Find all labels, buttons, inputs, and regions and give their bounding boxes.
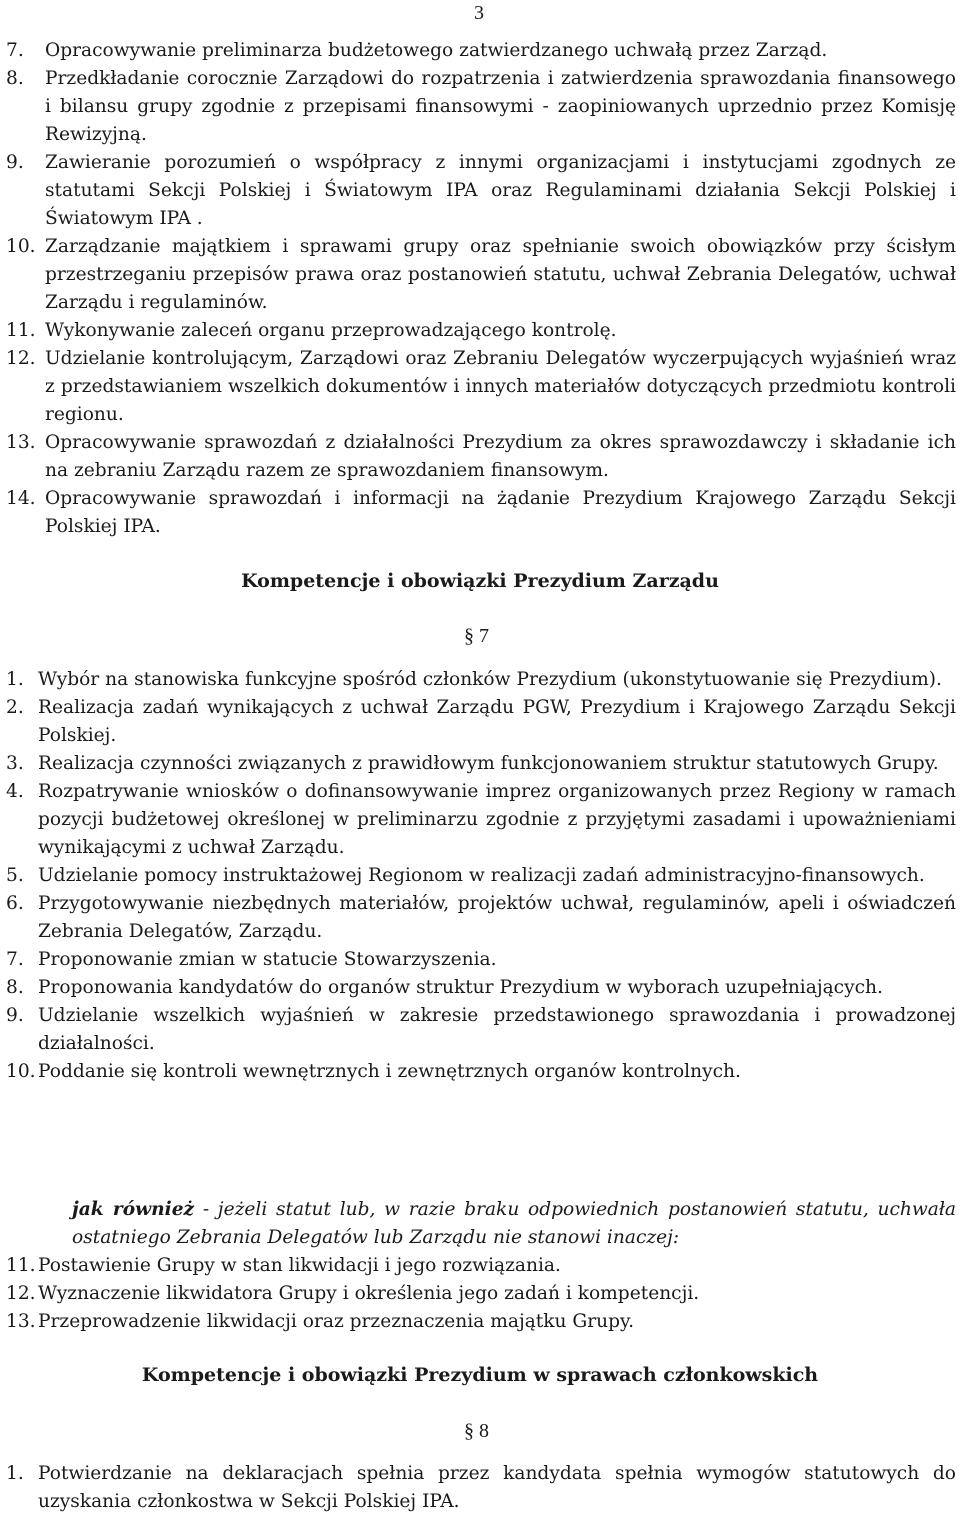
item-text: Zarządzanie majątkiem i sprawami grupy oraz spełnianie swoich obowiązków przy ścisłym przestrzeganiu przepisów prawa oraz postanowień statutu, uchwał Zebrania Delegatów, uchwał Zarządu i regulaminów. [45,236,956,313]
item-text: Przeprowadzenie likwidacji oraz przeznaczenia majątku Grupy. [38,1311,634,1332]
item-number: 11. [6,1255,36,1276]
list-item [0,778,960,862]
membership-duties-list [0,1460,960,1516]
section-number: § 8 [464,1420,489,1442]
item-number: 10. [6,236,36,257]
list-item [0,946,960,974]
item-number: 9. [6,152,24,173]
item-number: 13. [6,1311,36,1332]
item-number: 13. [6,432,36,453]
item-text: Realizacja zadań wynikających z uchwał Zarządu PGW, Prezydium i Krajowego Zarządu Sekcji Polskiej. [38,697,956,746]
item-number: 8. [6,977,24,998]
item-text: Postawienie Grupy w stan likwidacji i jego rozwiązania. [38,1255,561,1276]
list-item [0,1058,960,1086]
list-item [0,429,960,485]
list-item [0,485,960,541]
list-item [0,345,960,429]
item-text: Przedkładanie corocznie Zarządowi do rozpatrzenia i zatwierdzenia sprawozdania finansowego i bilansu grupy zgodnie z przepisami finansowymi - zaopiniowanych uprzednio przez Komisję Rewizyjną. [45,68,956,145]
item-text: Wybór na stanowiska funkcyjne spośród członków Prezydium (ukonstytuowanie się Prezydium). [38,669,942,690]
item-text: Wyznaczenie likwidatora Grupy i określenia jego zadań i kompetencji. [38,1283,700,1304]
section-heading: Kompetencje i obowiązki Prezydium w sprawach członkowskich [141,1364,819,1386]
list-item [0,666,960,694]
section-heading: Kompetencje i obowiązki Prezydium Zarządu [241,570,719,592]
item-number: 14. [6,488,36,509]
list-item [0,890,960,946]
item-number: 3. [6,753,24,774]
item-number: 1. [6,1463,24,1484]
list-item [0,149,960,233]
list-item [0,233,960,317]
note-emphasis: jak również [72,1199,195,1220]
liquidation-list [0,1252,960,1336]
item-number: 11. [6,320,36,341]
list-item [0,750,960,778]
item-number: 7. [6,40,24,61]
item-number: 5. [6,865,24,886]
list-item [0,1252,960,1280]
list-item [0,65,960,149]
list-item [0,1460,960,1516]
item-number: 7. [6,949,24,970]
item-number: 12. [6,1283,36,1304]
item-text: Opracowywanie sprawozdań i informacji na żądanie Prezydium Krajowego Zarządu Sekcji Polskiej IPA. [45,488,956,537]
item-text: Udzielanie pomocy instruktażowej Regionom w realizacji zadań administracyjno-finansowych. [38,865,925,886]
list-item [0,1308,960,1336]
presidium-duties-list [0,666,960,1086]
note-text: - jeżeli statut lub, w razie braku odpowiednich postanowień statutu, uchwała ostatniego Zebrania Delegatów lub Zarządu nie stanowi inaczej: [72,1199,956,1248]
item-text: Potwierdzanie na deklaracjach spełnia przez kandydata spełnia wymogów statutowych do uzyskania członkostwa w Sekcji Polskiej IPA. [38,1463,956,1512]
item-number: 2. [6,697,24,718]
duties-list-continued [0,37,960,541]
item-text: Proponowanie zmian w statucie Stowarzyszenia. [38,949,497,970]
item-text: Udzielanie kontrolującym, Zarządowi oraz Zebraniu Delegatów wyczerpujących wyjaśnień wraz z przedstawianiem wszelkich dokumentów i innych materiałów dotyczących przedmiotu kontroli regionu. [45,348,956,425]
item-text: Opracowywanie sprawozdań z działalności Prezydium za okres sprawozdawczy i składanie ich na zebraniu Zarządu razem ze sprawozdaniem finansowym. [45,432,956,481]
item-text: Wykonywanie zaleceń organu przeprowadzającego kontrolę. [45,320,617,341]
item-number: 12. [6,348,36,369]
item-text: Rozpatrywanie wniosków o dofinansowywanie imprez organizowanych przez Regiony w ramach pozycji budżetowej określonej w preliminarzu zgodnie z przyjętymi zasadami i upoważnieniami wynikającymi z uchwał Zarządu. [38,781,956,858]
list-item [0,37,960,65]
list-item [0,974,960,1002]
item-number: 1. [6,669,24,690]
list-item [0,1280,960,1308]
item-text: Realizacja czynności związanych z prawidłowym funkcjonowaniem struktur statutowych Grupy. [38,753,939,774]
item-number: 8. [6,68,24,89]
list-item [0,1002,960,1058]
item-number: 4. [6,781,24,802]
list-item [0,694,960,750]
page-number: 3 [474,2,484,24]
item-text: Opracowywanie preliminarza budżetowego zatwierdzanego uchwałą przez Zarząd. [45,40,828,61]
item-text: Przygotowywanie niezbędnych materiałów, projektów uchwał, regulaminów, apeli i oświadczeń Zebrania Delegatów, Zarządu. [38,893,956,942]
section-number: § 7 [464,625,489,647]
list-item [0,317,960,345]
item-text: Zawieranie porozumień o współpracy z innymi organizacjami i instytucjami zgodnych ze statutami Sekcji Polskiej i Światowym IPA oraz Regulaminami działania Sekcji Polskiej i Światowym IPA . [45,152,956,229]
item-text: Poddanie się kontroli wewnętrznych i zewnętrznych organów kontrolnych. [38,1061,741,1082]
item-text: Udzielanie wszelkich wyjaśnień w zakresie przedstawionego sprawozdania i prowadzonej działalności. [38,1005,956,1054]
item-number: 6. [6,893,24,914]
list-item [0,862,960,890]
conditional-note [72,1196,956,1252]
item-number: 9. [6,1005,24,1026]
item-text: Proponowania kandydatów do organów struktur Prezydium w wyborach uzupełniających. [38,977,883,998]
item-number: 10. [6,1061,36,1082]
